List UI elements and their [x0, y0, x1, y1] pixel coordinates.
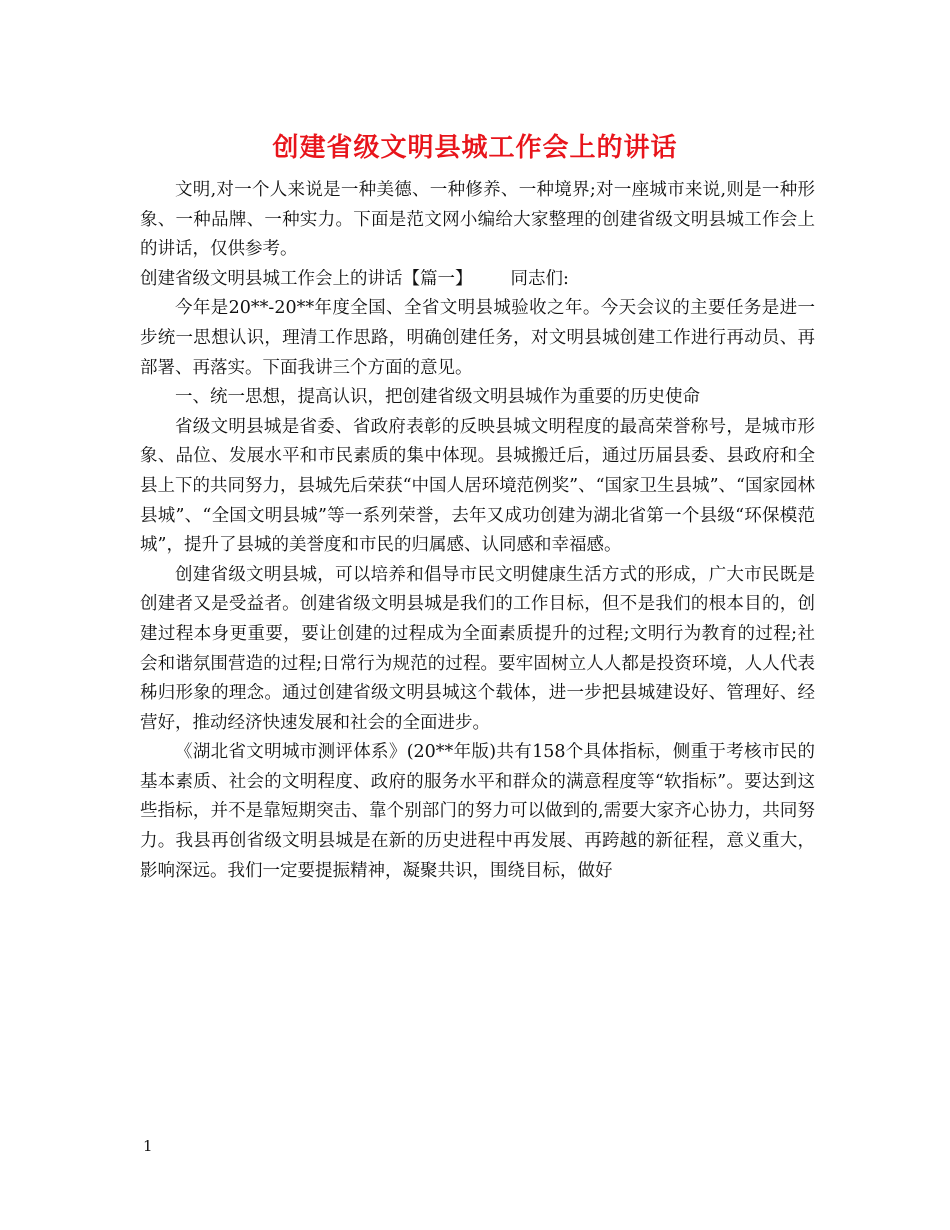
document-title: 创建省级文明县城工作会上的讲话 — [272, 133, 678, 163]
intro-paragraph: 文明,对一个人来说是一种美德、一种修养、一种境界;对一座城市来说,则是一种形象、一种品牌、一种实力。下面是范文网小编给大家整理的创建省级文明县城工作会上的讲话，仅供参考。 — [140, 180, 815, 260]
body-paragraph-4: 《湖北省文明城市测评体系》(20**年版)共有158个具体指标，侧重于考核市民的基本素质、社会的文明程度、政府的服务水平和群众的满意程度等“软指标”。要达到这些指标，并不是靠短期突击、靠个别部门的努力可以做到的,需要大家齐心协力，共同努力。我县再创省级文明县城是在新的历史进程中再发展、再跨越的新征程，意义重大，影响深远。我们一定要提振精神，凝聚共识，围绕目标，做好 — [140, 742, 815, 881]
document-body — [140, 176, 815, 886]
page-number: 1 — [143, 1137, 153, 1155]
section-heading-line — [140, 265, 815, 295]
body-paragraph-1: 今年是20**-20**年度全国、全省文明县城验收之年。今天会议的主要任务是进一步统一思想认识，理清工作思路，明确创建任务，对文明县城创建工作进行再动员、再部署、再落实。下面我讲三个方面的意见。 — [140, 298, 815, 378]
body-paragraph-2: 省级文明县城是省委、省政府表彰的反映县城文明程度的最高荣誉称号，是城市形象、品位、发展水平和市民素质的集中体现。县城搬迁后，通过历届县委、县政府和全县上下的共同努力，县城先后荣获“中国人居环境范例奖”、“国家卫生县城”、“国家园林县城”、“全国文明县城”等一系列荣誉，去年又成功创建为湖北省第一个县级“环保模范城”，提升了县城的美誉度和市民的归属感、认同感和幸福感。 — [140, 416, 815, 556]
subheading-1: 一、统一思想，提高认识，把创建省级文明县城作为重要的历史使命 — [175, 387, 700, 408]
salutation: 同志们: — [510, 268, 569, 289]
body-paragraph-3: 创建省级文明县城，可以培养和倡导市民文明健康生活方式的形成，广大市民既是创建者又是受益者。创建省级文明县城是我们的工作目标，但不是我们的根本目的，创建过程本身更重要，要让创建的过程成为全面素质提升的过程;文明行为教育的过程;社会和谐氛围营造的过程;日常行为规范的过程。要牢固树立人人都是投资环境，人人代表秭归形象的理念。通过创建省级文明县城这个载体，进一步把县城建设好、管理好、经营好，推动经济快速发展和社会的全面进步。 — [140, 564, 815, 733]
section-heading: 创建省级文明县城工作会上的讲话【篇一】 — [140, 268, 473, 289]
